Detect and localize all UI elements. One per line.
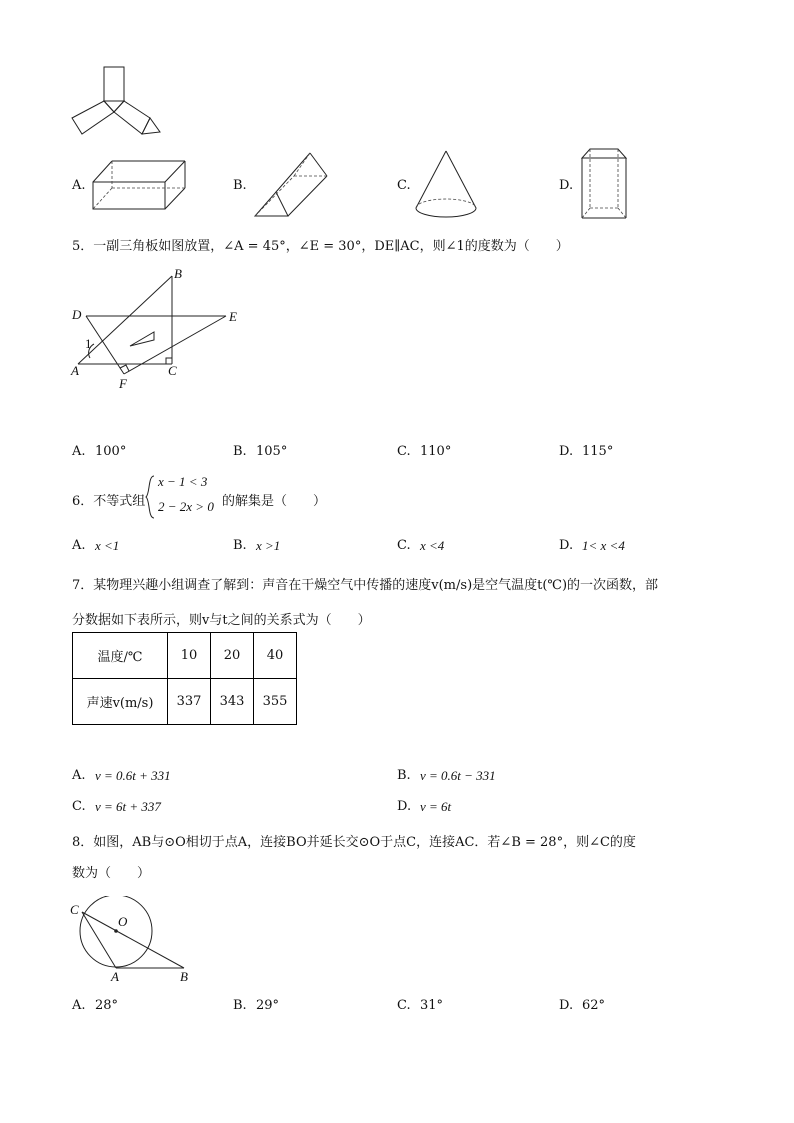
table-cell: 337 — [168, 679, 211, 725]
label-f: F — [119, 376, 127, 391]
q8-option-c-letter: C. — [397, 998, 411, 1013]
q8-option-d-letter: D. — [559, 998, 574, 1013]
q5-option-a-letter: A. — [72, 444, 86, 459]
q8-option-b: 29° — [256, 998, 280, 1013]
table-cell: 20 — [211, 633, 254, 679]
q6-option-b-letter: B. — [233, 538, 247, 553]
q4-option-a-letter: A. — [72, 178, 86, 193]
q8-option-c: 31° — [420, 998, 444, 1013]
table-cell: 40 — [254, 633, 297, 679]
q4-option-c-letter: C. — [397, 178, 411, 193]
q7-option-d: v = 6t — [420, 799, 452, 814]
q7-stem-line-2: 分数据如下表所示，则v与t之间的关系式为（ ） — [72, 613, 371, 628]
q6-inequality-2: 2 − 2x > 0 — [158, 499, 214, 514]
label-c: C — [168, 363, 177, 378]
label-d: D — [72, 307, 82, 322]
q8-stem-line-1: 8．如图，AB与⊙O相切于点A，连接BO并延长交⊙O于点C，连接AC．若∠B = 28°，则∠C的度 — [72, 835, 636, 850]
table-cell: 温度/℃ — [73, 633, 168, 679]
q6-inequality-1: x − 1 < 3 — [158, 474, 208, 489]
q7-option-b-letter: B. — [397, 768, 411, 783]
q4-option-d-letter: D. — [559, 178, 574, 193]
q7-option-c: v = 6t + 337 — [95, 799, 161, 814]
label-angle-1: 1 — [85, 336, 92, 351]
q5-option-a: 100° — [95, 444, 127, 459]
q8-option-a-letter: A. — [72, 998, 86, 1013]
table-cell: 343 — [211, 679, 254, 725]
q5-option-d-letter: D. — [559, 444, 574, 459]
table-cell: 355 — [254, 679, 297, 725]
q5-option-d: 115° — [582, 444, 614, 459]
q7-stem-line-1: 7．某物理兴趣小组调查了解到：声音在干燥空气中传播的速度v(m/s)是空气温度t(℃)的一次函数，部 — [72, 578, 659, 593]
table-row — [73, 679, 297, 725]
label-b: B — [180, 969, 188, 984]
label-e: E — [229, 309, 237, 324]
set-square-figure — [68, 262, 258, 394]
q5-option-c-letter: C. — [397, 444, 411, 459]
q7-option-a: v = 0.6t + 331 — [95, 768, 171, 783]
q7-option-d-letter: D. — [397, 799, 412, 814]
table-row — [73, 633, 297, 679]
table-cell: 10 — [168, 633, 211, 679]
tangent-circle-figure — [68, 896, 198, 986]
q6-stem-suffix: 的解集是（ ） — [222, 494, 327, 509]
q6-option-c-letter: C. — [397, 538, 411, 553]
q6-option-a: x <1 — [95, 538, 120, 553]
cone-figure — [412, 148, 482, 222]
q6-option-c: x <4 — [420, 538, 445, 553]
label-b: B — [174, 266, 182, 281]
q6-option-b: x >1 — [256, 538, 281, 553]
prism-net-figure — [68, 62, 168, 138]
q6-option-d: 1< x <4 — [582, 538, 625, 553]
q4-option-b-letter: B. — [233, 178, 247, 193]
brace-icon — [144, 474, 156, 520]
label-a: A — [71, 363, 79, 378]
square-prism-figure — [578, 146, 630, 222]
label-c: C — [70, 902, 79, 917]
q8-option-a: 28° — [95, 998, 119, 1013]
triangular-prism-figure — [252, 150, 332, 220]
label-a: A — [111, 969, 119, 984]
q7-option-a-letter: A. — [72, 768, 86, 783]
q5-option-b-letter: B. — [233, 444, 247, 459]
cuboid-figure — [90, 156, 190, 212]
table-cell: 声速v(m/s) — [73, 679, 168, 725]
q5-stem: 5．一副三角板如图放置，∠A = 45°，∠E = 30°，DE∥AC，则∠1的度数为（ ） — [72, 239, 569, 254]
q6-stem-prefix: 6．不等式组 — [72, 494, 146, 509]
q8-stem-line-2: 数为（ ） — [72, 866, 151, 881]
q8-option-b-letter: B. — [233, 998, 247, 1013]
label-o: O — [118, 914, 128, 929]
q7-option-c-letter: C. — [72, 799, 86, 814]
q5-option-b: 105° — [256, 444, 288, 459]
q6-option-a-letter: A. — [72, 538, 86, 553]
q5-option-c: 110° — [420, 444, 452, 459]
q7-option-b: v = 0.6t − 331 — [420, 768, 496, 783]
q7-data-table — [72, 632, 297, 725]
q8-option-d: 62° — [582, 998, 606, 1013]
q6-option-d-letter: D. — [559, 538, 574, 553]
